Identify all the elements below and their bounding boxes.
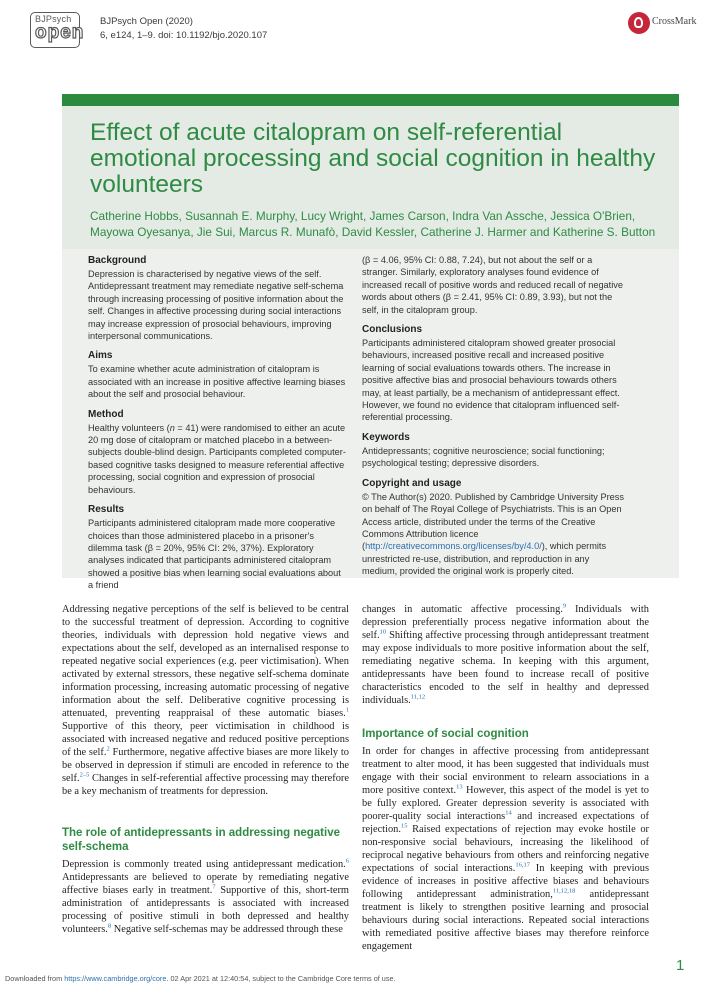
citation-ref[interactable]: 7 xyxy=(212,883,216,891)
body-left-column xyxy=(62,603,349,936)
citation-ref[interactable]: 8 xyxy=(107,922,112,930)
title-top-bar xyxy=(62,94,679,106)
crossmark-icon[interactable] xyxy=(628,12,650,34)
article-title: Effect of acute citalopram on self-referential emotional processing and social cognition in healthy volunteers xyxy=(90,119,656,198)
antidepressants-paragraph: Depression is commonly treated using antidepressant medication.$^6$ Antidepressants are believed to operate by remediating negative affective biases early in treatment.$^7$ Supportive of this, short-term administration of antidepressants is associated with increased processing of positive stimuli in both depressed and healthy volunteers.$^8$ Negative self-schemas may be addressed through these xyxy=(62,857,349,935)
continued-paragraph: changes in automatic affective processing.$^9$ Individuals with depression preferentially process negative information about the self.$^{10}$ Shifting affective processing through antidepressant treatment may expose individuals to more positive information about the self, remediating negative schema. In keeping with this argument, antidepressants have been found to increase recall of positive characteristics encoded to the self in healthy and depressed individuals.$^{11,12}$ xyxy=(362,602,650,706)
citation-ref[interactable]: 13 xyxy=(456,783,463,791)
crossmark-label[interactable]: CrossMark xyxy=(652,16,697,27)
license-link[interactable]: http://creativecommons.org/licenses/by/4.0/ xyxy=(365,541,542,552)
journal-name: BJPsych Open (2020) xyxy=(100,16,193,27)
logo-top-text: BJPsych xyxy=(35,14,72,24)
citation-ref[interactable]: 11,12,18 xyxy=(552,887,576,895)
page-number: 1 xyxy=(676,957,685,974)
results-text: Participants administered citalopram made more cooperative choices than those administered placebo in a prisoner's dilemma task (β = 20%, 95% CI: 2%, 37%). Exploratory analyses indicated that participants administered citalopram showed a positive bias when learning social evaluations about a friend xyxy=(88,518,341,591)
citation-ref[interactable]: 9 xyxy=(562,602,567,610)
body-right-column xyxy=(362,603,649,953)
conclusions-text: Participants administered citalopram showed greater prosocial behaviours, increased positive recall and increased positive learning of social evaluations towards others. The increase in positive affective bias and prosocial behaviours towards others may, at least partially, be a mechanism of antidepressant effect. However, we found no evidence that citalopram influenced self-referential processing. xyxy=(362,338,620,423)
background-text: Depression is characterised by negative views of the self. Antidepressant treatment may remediate negative self-schema through increasing processing of positive information about the self. Changes in affective processing during social interactions may increase expression of prosocial behaviours, improving interpersonal communications. xyxy=(88,269,344,342)
intro-paragraph: Addressing negative perceptions of the self is believed to be central to the successful treatment of depression. According to cognitive theories, individuals with depression hold negative views and expectations about the self, developed as an internalised response to repeated negative social experiences (e.g. peer victimisation). When activated by external stressors, these negative self-schema dominate information processing, increasing automatic processing of negative information about the self. Deliberative cognitive processing is attenuated, preventing reappraisal of these automatic biases.$^1$ Supportive of this theory, peer victimisation in childhood is associated with increased negative and reduced positive perceptions of the self.$^2$ Furthermore, negative affective biases are more likely to be observed in depression if stimuli are encoded in reference to the self.$^{2-5}$ Changes in self-referential affective processing may therefore be a key mechanism of treatments for depression. xyxy=(62,604,349,797)
keywords-text: Antidepressants; cognitive neuroscience; social functioning; psychological testing; depressive disorders. xyxy=(362,445,605,469)
keywords-heading: Keywords xyxy=(362,431,410,443)
citation-ref[interactable]: 2 xyxy=(106,745,110,753)
citation-ref[interactable]: 1 xyxy=(345,706,349,714)
social-cognition-paragraph: In order for changes in affective processing from antidepressant treatment to alter mood, it has been suggested that individuals must engage with their social environment to relearn associations in a more positive context.$^{13}$ However, this aspect of the model is yet to be fully explored. Greater depression severity is associated with poorer-quality social interactions$^{14}$ and increased expectations of rejection.$^{15}$ Raised expectations of rejection may evoke hostile or non-responsive social behaviours, increasing the likelihood of reciprocal negative behaviours from others and reinforcing negative expectations of social interactions.$^{16,17}$ In keeping with previous evidence of increases in positive affective biases and behaviours following antidepressant administration,$^{11,12,18}$ antidepressant treatment is likely to strengthen positive learning and prosocial behaviours during social interactions. Repeated social interactions with remediated positive affective biases may therefore reinforce engagement xyxy=(362,746,649,952)
method-heading: Method xyxy=(88,408,124,420)
section-heading-social-cognition: Importance of social cognition xyxy=(362,728,529,740)
journal-citation xyxy=(100,15,267,43)
journal-logo xyxy=(30,12,85,48)
citation-ref[interactable]: 15 xyxy=(400,822,408,830)
citation-ref[interactable]: 16,17 xyxy=(515,861,530,869)
author-list: Catherine Hobbs, Susannah E. Murphy, Lucy Wright, James Carson, Indra Van Assche, Jessica O'Brien, Mayowa Oyesanya, Jie Sui, Marcus R. Munafò, David Kessler, Catherine J. Harmer and Katherine S. Button xyxy=(90,209,656,239)
cambridge-core-link[interactable]: https://www.cambridge.org/core xyxy=(64,974,167,983)
download-footer: Downloaded from https://www.cambridge.org/core. 02 Apr 2021 at 12:40:54, subject to the Cambridge Core terms of use. xyxy=(5,974,396,983)
aims-heading: Aims xyxy=(88,350,113,362)
section-heading-antidepressants: The role of antidepressants in addressing negative self-schema xyxy=(62,827,340,853)
results-text-continued: (β = 4.06, 95% CI: 0.88, 7.24), but not about the self or a stranger. Similarly, exploratory analyses found evidence of increased recall of positive words and reduced recall of negative words about others (β = 2.41, 95% CI: 0.89, 3.93), but not the self, in the citalopram group. xyxy=(362,255,623,315)
logo-bottom-text: open xyxy=(35,22,85,43)
citation-ref[interactable]: 2–5 xyxy=(79,771,90,779)
abstract-left-column xyxy=(88,254,348,599)
copyright-text: © The Author(s) 2020. Published by Cambridge University Press on behalf of The Royal College of Psychiatrists. This is an Open Access article, distributed under the terms of the Creative Commons Attribution licence (http://creativecommons.org/licenses/by/4.0/), which permits unrestricted re-use, distribution, and reproduction in any medium, provided the original work is properly cited. xyxy=(362,491,624,577)
abstract-right-column xyxy=(362,254,624,578)
aims-text: To examine whether acute administration of citalopram is associated with an increase in positive affective learning biases about the self and prosocial behaviour. xyxy=(88,364,346,400)
results-heading: Results xyxy=(88,504,125,516)
citation-ref[interactable]: 6 xyxy=(345,857,349,865)
copyright-heading: Copyright and usage xyxy=(362,477,462,489)
conclusions-heading: Conclusions xyxy=(362,324,423,336)
citation-ref[interactable]: 14 xyxy=(505,809,512,817)
citation-ref[interactable]: 10 xyxy=(379,628,387,636)
method-text: Healthy volunteers (n = 41) were randomised to either an acute 20 mg dose of citalopram or matched placebo in a between-subjects double-blind design. Participants completed computer-based cognitive tasks designed to measure referential affective processing, social cognition and expression of prosocial behaviours. xyxy=(88,422,346,495)
journal-doi: 6, e124, 1–9. doi: 10.1192/bjo.2020.107 xyxy=(100,30,268,41)
citation-ref[interactable]: 11,12 xyxy=(410,693,426,701)
background-heading: Background xyxy=(88,255,147,266)
